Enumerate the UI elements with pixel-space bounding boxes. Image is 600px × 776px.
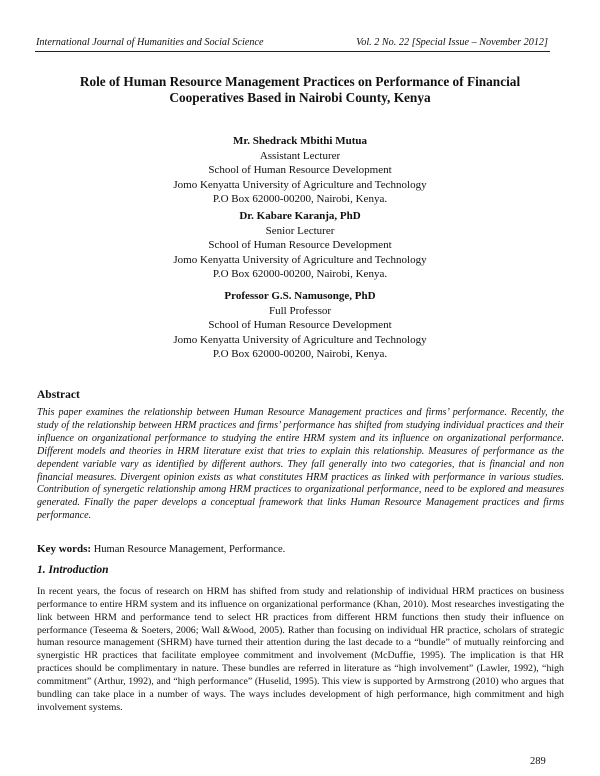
author-address: P.O Box 62000-00200, Nairobi, Kenya. [212, 193, 388, 206]
keywords-line [37, 543, 564, 556]
paper-title [40, 74, 560, 106]
author-school: School of Human Resource Development [208, 319, 392, 332]
title-line-1: Role of Human Resource Management Practices on Performance of Financial [79, 74, 521, 89]
author-school: School of Human Resource Development [208, 239, 392, 252]
keywords-text: Human Resource Management, Performance. [93, 544, 286, 555]
introduction-text: In recent years, the focus of research on HRM has shifted from study and relationship of individual HRM practices on business performance to entire HRM system and its influence on organizational performance (Khan, 2010). Most researches investigating the link between HRM and performance tend to select HR practices from different HRM functions then study their influence on performance (Teseema & Soeters, 2006; Wall &Wood, 2005). Rather than focusing on individual HR practice, scholars of strategic human resource management (SHRM) have turned their attention during the last decade to a “bundle” of mutually reinforcing and synergistic HR practices that facilitate employee commitment and involvement (McDuffie, 1995). The implication is that HR practices should be complimentary in nature. These bundles are referred in literature as “high involvement” (Lawler, 1992), “high commitment” (Arthur, 1992), and “high performance” (Huselid, 1995). This view is supported by Armstrong (2010) who argues that bundling can take place in a number of ways. The ways includes development of high performance, high commitment and high involvement systems. [37, 586, 564, 713]
author-name: Professor G.S. Namusonge, PhD [224, 290, 376, 302]
running-header [36, 37, 548, 51]
abstract-text: This paper examines the relationship between Human Resource Management practices and firms’ performance. Recently, the study of the relationship between HRM practices and firms’ performance has shifted from studying individual practices and their influence on organizational performance to studying the entire HRM system and its influence on organizational performance. Different models and theories in HRM literature exist that tries to explain this relationship. Measures of performance as the dependent variable vary as identified by different authors. They fall generally into two categories, that is financial and non financial measures. Divergent opinion exists as what constitutes HRM practices as linked with performance in various studies. Contribution of synergetic relationship among HRM practices to organizational performance, need to be explored and measures generated. Finally the paper develops a conceptual framework that links Human Resource Management practices and firms performance. [37, 407, 564, 522]
author-block-2 [100, 209, 500, 282]
header-rule [35, 51, 550, 52]
author-address: P.O Box 62000-00200, Nairobi, Kenya. [212, 268, 388, 281]
abstract-heading: Abstract [37, 389, 80, 401]
issue-info: Vol. 2 No. 22 [Special Issue – November 2012] [356, 37, 548, 48]
title-line-2: Cooperatives Based in Nairobi County, Kenya [169, 90, 431, 105]
page-number: 289 [530, 756, 546, 767]
author-block-3 [100, 289, 500, 362]
journal-name: International Journal of Humanities and Social Science [36, 37, 264, 48]
author-address: P.O Box 62000-00200, Nairobi, Kenya. [212, 348, 388, 361]
author-position: Assistant Lecturer [259, 149, 341, 162]
author-position: Full Professor [268, 304, 332, 317]
author-position: Senior Lecturer [265, 224, 335, 237]
author-name: Dr. Kabare Karanja, PhD [239, 210, 361, 222]
author-university: Jomo Kenyatta University of Agriculture and Technology [173, 253, 427, 266]
author-university: Jomo Kenyatta University of Agriculture and Technology [173, 333, 427, 346]
author-name: Mr. Shedrack Mbithi Mutua [232, 135, 368, 147]
author-block-1 [100, 134, 500, 207]
author-school: School of Human Resource Development [208, 164, 392, 177]
introduction-heading: 1. Introduction [37, 564, 109, 576]
author-university: Jomo Kenyatta University of Agriculture and Technology [173, 178, 427, 191]
keywords-label: Key words: [37, 543, 92, 555]
